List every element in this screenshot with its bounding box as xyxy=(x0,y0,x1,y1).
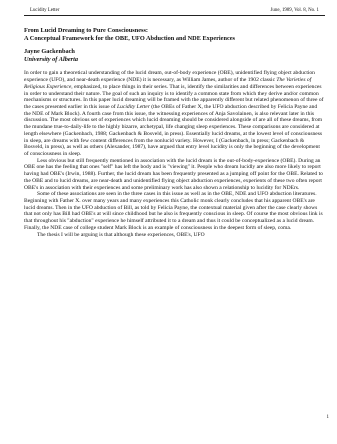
document-page xyxy=(24,8,329,438)
paragraph-1-part-5: (the OBEs of Father X, the UFO abduction described by Felicia Payne and the NDE of Mark Block). A fourth case from this issue, the witnessing experiences of Anja Savolainen, is also relevant later in this discussion. The most obvious set of experiences which lucid dreaming should be considered alongside of are all of these dreams, from the mundane true-to-daily-life to the highly bizarre, archetypal, life changing sleep experiences. These comparisons are considered at length elsewhere (Gackenbach, 1988; Gackenbach & Bosveld, in press). Essentially lucid dreams, at the lowest level of consciousness in sleep, are dreams with few content differences from the nonlucid variety. However, I (Gackenbach, in press; Gackenbach & Bosveld, in press), as well as others (Alexander, 1987), have argued that entry level lucidity is only the beginning of the development of consciousness in sleep. xyxy=(24,103,323,157)
paragraph-1-part-3: , emphasized, to place things in their series. That is, identify the similarities and differences between experiences in order to understand their nature. The goal of such an inquiry is to identify a common state from which they derive and/or common mechanisms or structures. In this paper lucid dreaming will be framed with the apparently different but related phenomenon of three of the cases presented earlier in this issue of xyxy=(24,83,324,110)
author-block xyxy=(24,48,325,63)
author-name: Jayne Gackenbach xyxy=(24,48,75,56)
paragraph-4: The thesis I will be arguing is that although these experiences, OBE's, UFO xyxy=(37,231,205,238)
title-line-1: From Lucid Dreaming to Pure Consciousness: xyxy=(24,27,149,34)
running-header xyxy=(24,8,325,16)
paragraph-2: Less obvious but still frequently mentioned in association with the lucid dream is the out-of-body-experience (OBE). During an OBE one has the feeling that ones "self" has left the body and is "viewing" it. People who dream lucidly are also more likely to report having had OBE's (Irwin, 1988). Further, the lucid dream has been frequently presented as a jumping off point for the OBE. Related to the OBE and to lucid dreams, are near-death and unidentified flying object abduction experiences, experients of these two often report OBE's in association with their experiences and some preliminary work has also shown a relationship to lucidity for NDErs. xyxy=(24,157,323,191)
journal-title-reference: Lucidity Letter xyxy=(117,103,150,110)
author-affiliation: University of Alberta xyxy=(24,55,78,63)
issue-info: June, 1989, Vol. 8, No. 1 xyxy=(270,8,319,13)
page-number: 1 xyxy=(326,415,329,420)
journal-name: Lucidity Letter xyxy=(30,8,60,13)
article-title xyxy=(24,27,325,42)
paragraph-1 xyxy=(24,70,325,157)
paragraph-1-part-1: In order to gain a theoretical understanding of the lucid dream, out-of-body experience (OBE), unidentified flying object abduction experience (UFO), and near-death experience (NDE) it is necessary, as William James, author of the 1902 classic xyxy=(24,70,315,84)
article-body xyxy=(24,70,325,238)
paragraph-3: Some of these associations are seen in the three cases in this issue as well as in the OBE, NDE and UFO abduction literatures. Beginning with Father X. over many years and many experiences this Catholic monk clearly concludes that his apparent OBE's are lucid dreams. Then in the UFO abduction of Bill, as told by Felicia Payne, the contextual material given after the case clearly shows that not only has Bill had OBE's at will since childhood but he also is frequently conscious in sleep. Of course the most obvious link is that throughout his "abduction" experience he himself attributed it to a dream and thus it could be conceptualized as a lucid dream. Finally, the NDE case of college student Mark Block is an example of consciousness in the deepest form of sleep, coma. xyxy=(24,191,323,231)
title-line-2: A Conceptual Framework for the OBE, UFO Abduction and NDE Experiences xyxy=(24,34,236,42)
book-title: The Varieties of Religious Experience xyxy=(24,77,312,90)
